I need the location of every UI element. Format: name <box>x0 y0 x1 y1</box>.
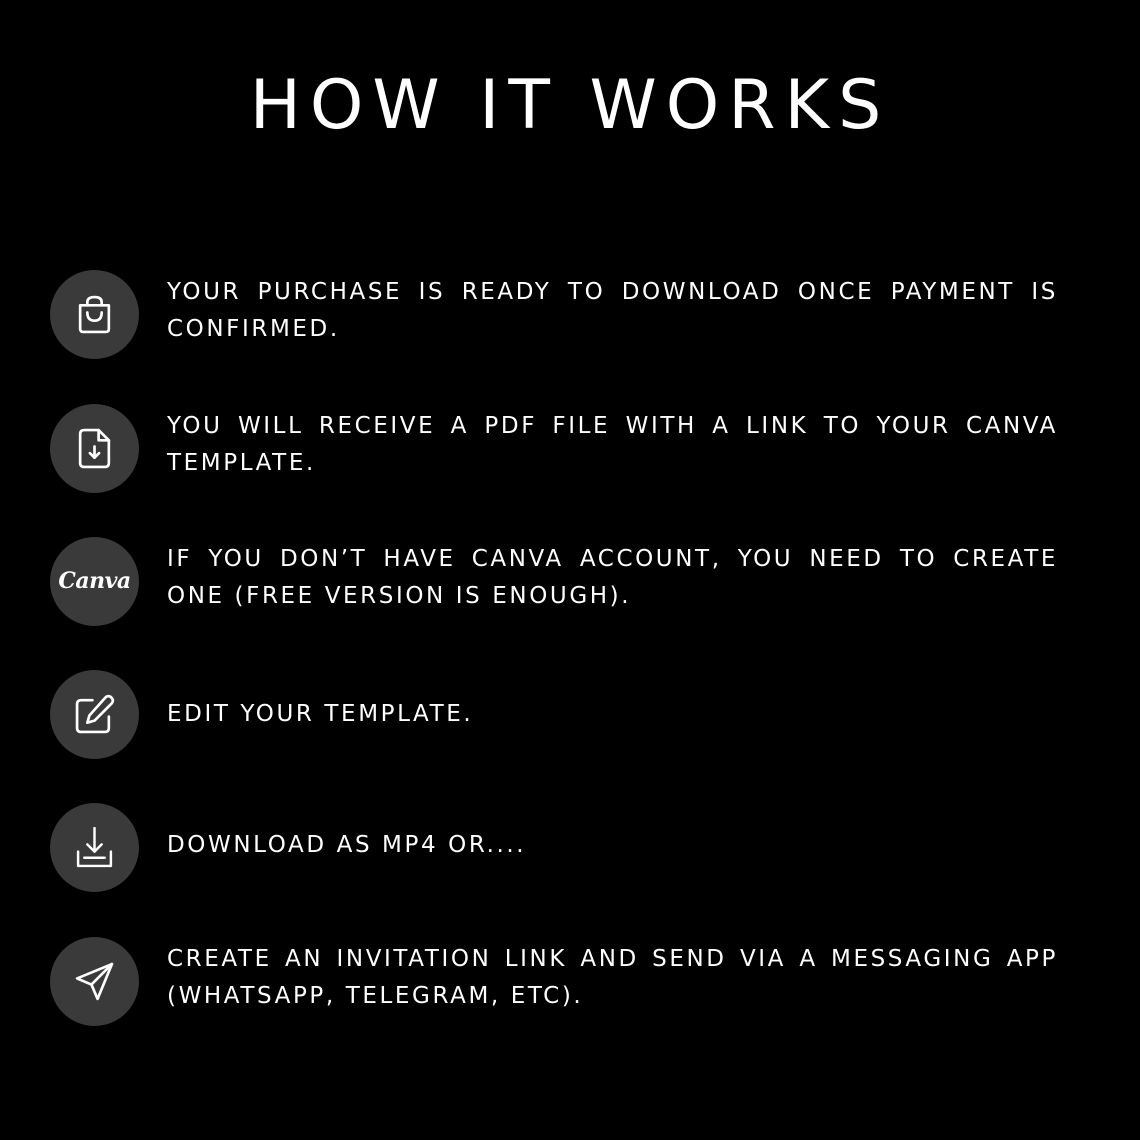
step-item-purchase <box>50 270 1060 360</box>
step-text: YOUR PURCHASE IS READY TO DOWNLOAD ONCE PAYMENT IS CONFIRMED. <box>167 279 1058 342</box>
page-title: HOW IT WORKS <box>249 66 891 145</box>
canva-logo-icon <box>50 537 139 626</box>
step-text: YOU WILL RECEIVE A PDF FILE WITH A LINK TO YOUR CANVA TEMPLATE. <box>167 413 1058 476</box>
step-text: CREATE AN INVITATION LINK AND SEND VIA A MESSAGING APP (WHATSAPP, TELEGRAM, ETC). <box>167 946 1058 1009</box>
step-item-canva-account <box>50 537 1060 627</box>
edit-icon <box>50 670 139 759</box>
step-item-edit <box>50 670 1060 760</box>
step-text: DOWNLOAD AS MP4 OR.... <box>167 832 527 858</box>
send-icon <box>50 937 139 1026</box>
step-text: EDIT YOUR TEMPLATE. <box>167 701 474 727</box>
step-item-send <box>50 937 1060 1027</box>
step-text: IF YOU DON’T HAVE CANVA ACCOUNT, YOU NEED TO CREATE ONE (FREE VERSION IS ENOUGH). <box>167 546 1058 609</box>
step-item-download <box>50 803 1060 893</box>
canva-logo-text: Canva <box>58 568 131 594</box>
shopping-bag-icon <box>50 270 139 359</box>
download-icon <box>50 803 139 892</box>
file-download-icon <box>50 404 139 493</box>
step-item-pdf <box>50 404 1060 494</box>
